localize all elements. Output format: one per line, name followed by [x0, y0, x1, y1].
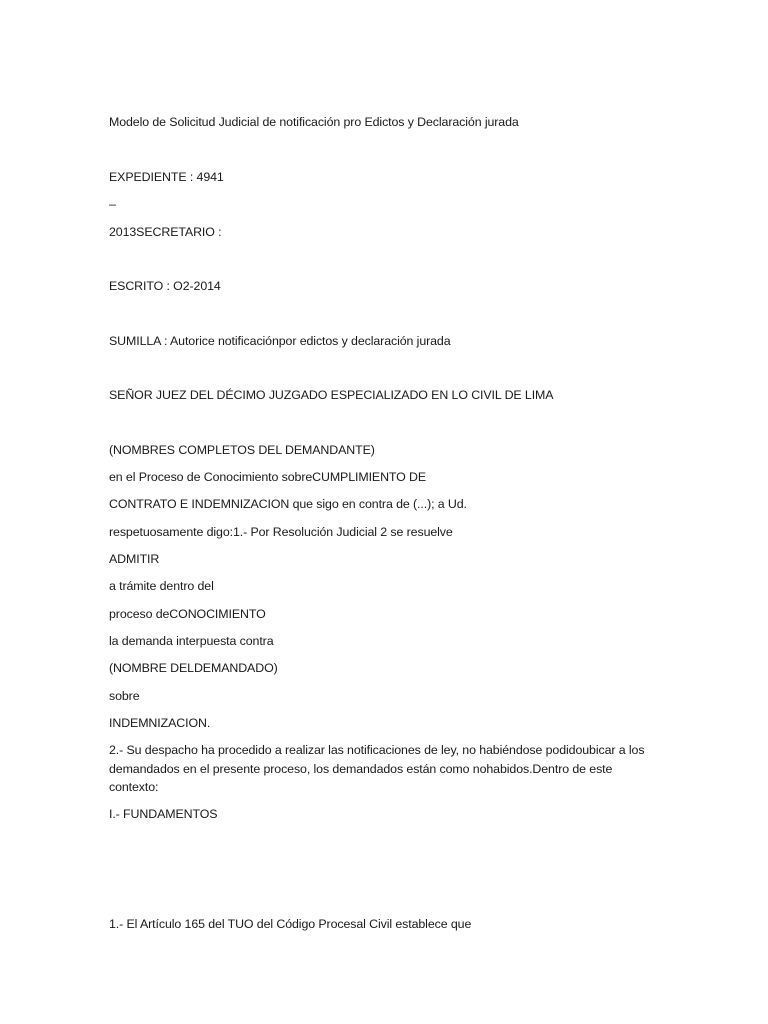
addressee-line: SEÑOR JUEZ DEL DÉCIMO JUZGADO ESPECIALIZADO EN LO CIVIL DE LIMA: [109, 388, 554, 402]
expediente-line: EXPEDIENTE : 4941: [109, 170, 224, 184]
body-line: sobre: [109, 689, 140, 703]
sumilla-line: SUMILLA : Autorice notificaciónpor edictos y declaración jurada: [109, 334, 451, 348]
dash-line: –: [109, 197, 116, 211]
body-line: proceso deCONOCIMIENTO: [109, 607, 266, 621]
body-line: la demanda interpuesta contra: [109, 634, 274, 648]
body-line: respetuosamente digo:1.- Por Resolución Judicial 2 se resuelve: [109, 525, 453, 539]
body-line: ADMITIR: [109, 552, 160, 566]
document-title: Modelo de Solicitud Judicial de notificación pro Edictos y Declaración jurada: [109, 115, 519, 129]
body-line: a trámite dentro del: [109, 579, 214, 593]
secretario-line: 2013SECRETARIO :: [109, 225, 222, 239]
demandado-placeholder: (NOMBRE DELDEMANDADO): [109, 661, 278, 675]
fundamentos-heading: I.- FUNDAMENTOS: [109, 807, 218, 821]
paragraph-2: 2.- Su despacho ha procedido a realizar las notificaciones de ley, no habiéndose podidoubicar a los demandados en el presente proceso, los demandados están como nohabidos.Dentro de este contexto:: [109, 743, 645, 794]
body-line: INDEMNIZACION.: [109, 716, 211, 730]
body-line: en el Proceso de Conocimiento sobreCUMPLIMIENTO DE: [109, 470, 427, 484]
articulo-line: 1.- El Artículo 165 del TUO del Código Procesal Civil establece que: [109, 917, 472, 931]
escrito-line: ESCRITO : O2-2014: [109, 279, 221, 293]
body-line: CONTRATO E INDEMNIZACION que sigo en contra de (...); a Ud.: [109, 497, 467, 511]
demandante-placeholder: (NOMBRES COMPLETOS DEL DEMANDANTE): [109, 443, 375, 457]
